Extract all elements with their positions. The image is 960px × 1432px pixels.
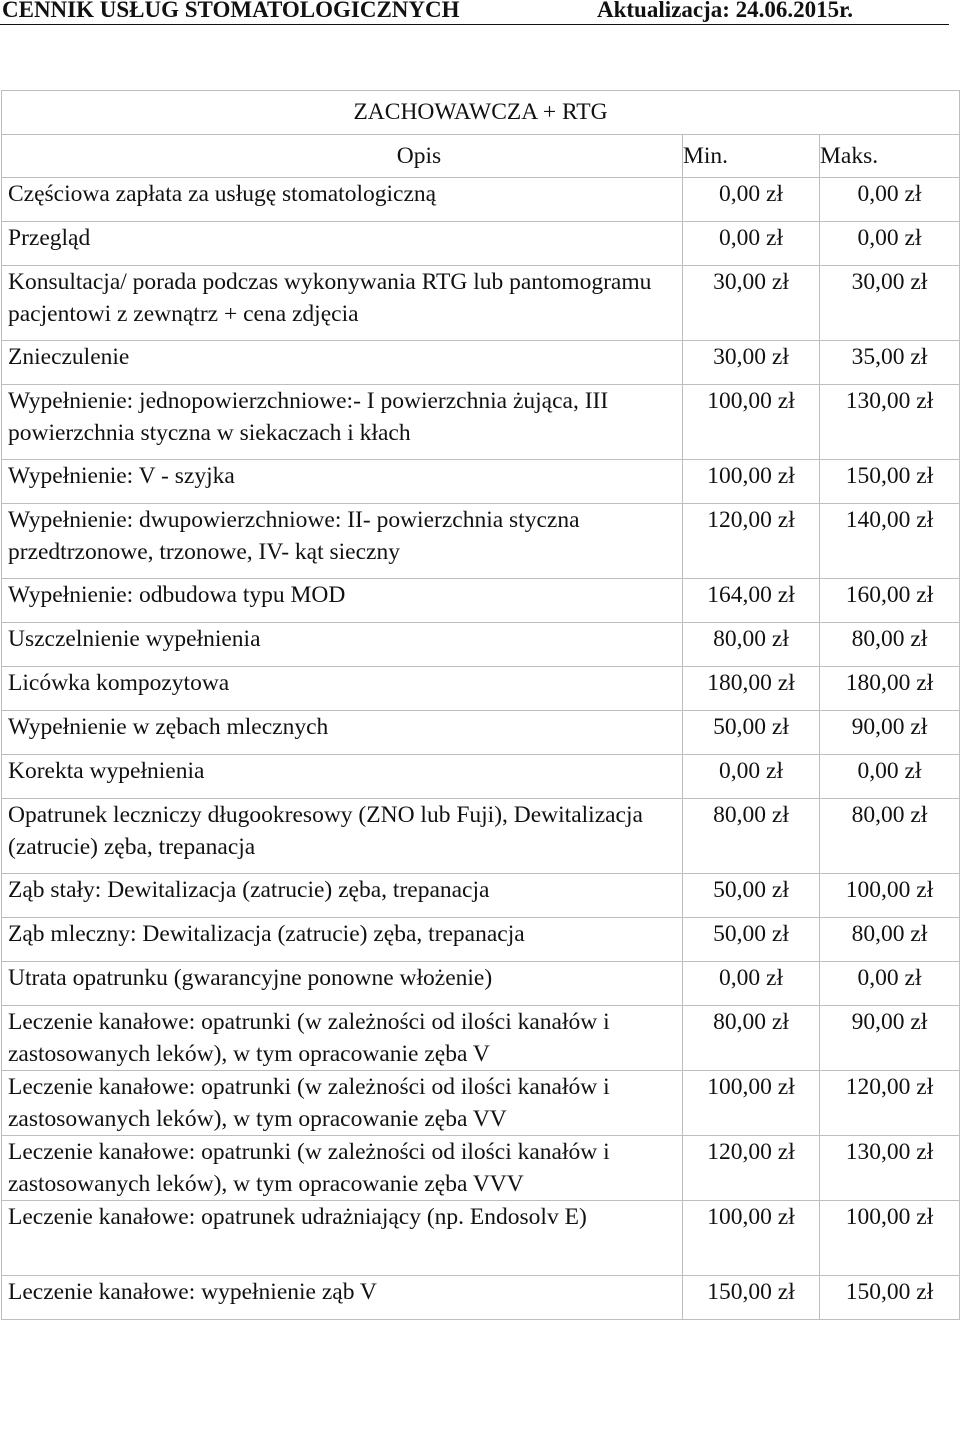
price-max: 130,00 zł <box>820 385 960 460</box>
section-header-row <box>2 91 960 135</box>
table-row <box>2 1276 960 1320</box>
service-description: Wypełnienie: V - szyjka <box>2 460 683 504</box>
price-min: 30,00 zł <box>683 341 820 385</box>
price-min: 100,00 zł <box>683 385 820 460</box>
service-description: Leczenie kanałowe: opatrunki (w zależności od ilości kanałów i zastosowanych leków), w tym opracowanie zęba VV <box>2 1071 683 1136</box>
price-min: 100,00 zł <box>683 1071 820 1136</box>
service-description: Korekta wypełnienia <box>2 755 683 799</box>
column-header-row <box>2 135 960 178</box>
price-min: 50,00 zł <box>683 711 820 755</box>
price-min: 80,00 zł <box>683 623 820 667</box>
table-row <box>2 460 960 504</box>
header-underline <box>0 24 949 25</box>
service-description: Wypełnienie: odbudowa typu MOD <box>2 579 683 623</box>
table-row <box>2 1136 960 1201</box>
price-min: 0,00 zł <box>683 755 820 799</box>
price-max: 150,00 zł <box>820 1276 960 1320</box>
table-row <box>2 667 960 711</box>
service-description: Utrata opatrunku (gwarancyjne ponowne włożenie) <box>2 962 683 1006</box>
service-description: Leczenie kanałowe: opatrunki (w zależności od ilości kanałów i zastosowanych leków), w tym opracowanie zęba VVV <box>2 1136 683 1201</box>
price-min: 30,00 zł <box>683 266 820 341</box>
service-description: Licówka kompozytowa <box>2 667 683 711</box>
price-max: 140,00 zł <box>820 504 960 579</box>
column-header-min: Min. <box>683 135 820 178</box>
price-max: 0,00 zł <box>820 755 960 799</box>
price-min: 100,00 zł <box>683 460 820 504</box>
section-title: ZACHOWAWCZA + RTG <box>2 91 960 135</box>
price-max: 180,00 zł <box>820 667 960 711</box>
service-description: Leczenie kanałowe: opatrunek udrażniający (np. Endosolv E) <box>2 1201 683 1276</box>
table-row <box>2 1071 960 1136</box>
price-max: 80,00 zł <box>820 623 960 667</box>
table-row <box>2 755 960 799</box>
service-description: Przegląd <box>2 222 683 266</box>
service-description: Leczenie kanałowe: wypełnienie ząb V <box>2 1276 683 1320</box>
price-min: 120,00 zł <box>683 504 820 579</box>
service-description: Opatrunek leczniczy długookresowy (ZNO lub Fuji), Dewitalizacja (zatrucie) zęba, trepanacja <box>2 799 683 874</box>
service-description: Ząb stały: Dewitalizacja (zatrucie) zęba, trepanacja <box>2 874 683 918</box>
table-row <box>2 874 960 918</box>
price-max: 30,00 zł <box>820 266 960 341</box>
price-max: 160,00 zł <box>820 579 960 623</box>
page-header <box>0 0 960 28</box>
price-max: 0,00 zł <box>820 222 960 266</box>
table-row <box>2 711 960 755</box>
service-description: Wypełnienie w zębach mlecznych <box>2 711 683 755</box>
price-min: 150,00 zł <box>683 1276 820 1320</box>
service-description: Leczenie kanałowe: opatrunki (w zależności od ilości kanałów i zastosowanych leków), w tym opracowanie zęba V <box>2 1006 683 1071</box>
service-description: Konsultacja/ porada podczas wykonywania RTG lub pantomogramu pacjentowi z zewnątrz + cena zdjęcia <box>2 266 683 341</box>
service-description: Znieczulenie <box>2 341 683 385</box>
service-description: Uszczelnienie wypełnienia <box>2 623 683 667</box>
price-min: 80,00 zł <box>683 799 820 874</box>
price-min: 50,00 zł <box>683 874 820 918</box>
table-row <box>2 799 960 874</box>
table-row <box>2 385 960 460</box>
price-max: 130,00 zł <box>820 1136 960 1201</box>
price-max: 150,00 zł <box>820 460 960 504</box>
price-max: 35,00 zł <box>820 341 960 385</box>
price-max: 80,00 zł <box>820 799 960 874</box>
price-min: 100,00 zł <box>683 1201 820 1276</box>
price-min: 120,00 zł <box>683 1136 820 1201</box>
service-description: Wypełnienie: jednopowierzchniowe:- I powierzchnia żująca, III powierzchnia styczna w siekaczach i kłach <box>2 385 683 460</box>
column-header-max: Maks. <box>820 135 960 178</box>
price-max: 80,00 zł <box>820 918 960 962</box>
price-max: 0,00 zł <box>820 962 960 1006</box>
price-min: 80,00 zł <box>683 1006 820 1071</box>
table-row <box>2 222 960 266</box>
price-min: 0,00 zł <box>683 178 820 222</box>
price-table <box>1 90 960 1320</box>
price-max: 90,00 zł <box>820 711 960 755</box>
table-row <box>2 918 960 962</box>
price-max: 90,00 zł <box>820 1006 960 1071</box>
column-header-desc: Opis <box>2 135 683 178</box>
table-row <box>2 623 960 667</box>
table-row <box>2 341 960 385</box>
price-max: 100,00 zł <box>820 874 960 918</box>
price-min: 50,00 zł <box>683 918 820 962</box>
table-row <box>2 504 960 579</box>
document-title: CENNIK USŁUG STOMATOLOGICZNYCH <box>2 0 460 22</box>
table-row <box>2 579 960 623</box>
price-max: 0,00 zł <box>820 178 960 222</box>
table-row <box>2 266 960 341</box>
service-description: Ząb mleczny: Dewitalizacja (zatrucie) zęba, trepanacja <box>2 918 683 962</box>
price-min: 0,00 zł <box>683 222 820 266</box>
service-description: Częściowa zapłata za usługę stomatologiczną <box>2 178 683 222</box>
price-min: 0,00 zł <box>683 962 820 1006</box>
table-row <box>2 1201 960 1276</box>
price-max: 100,00 zł <box>820 1201 960 1276</box>
service-description: Wypełnienie: dwupowierzchniowe: II- powierzchnia styczna przedtrzonowe, trzonowe, IV- kąt sieczny <box>2 504 683 579</box>
price-max: 120,00 zł <box>820 1071 960 1136</box>
table-row <box>2 962 960 1006</box>
price-min: 180,00 zł <box>683 667 820 711</box>
table-row <box>2 178 960 222</box>
update-date: Aktualizacja: 24.06.2015r. <box>597 0 853 22</box>
price-min: 164,00 zł <box>683 579 820 623</box>
table-row <box>2 1006 960 1071</box>
